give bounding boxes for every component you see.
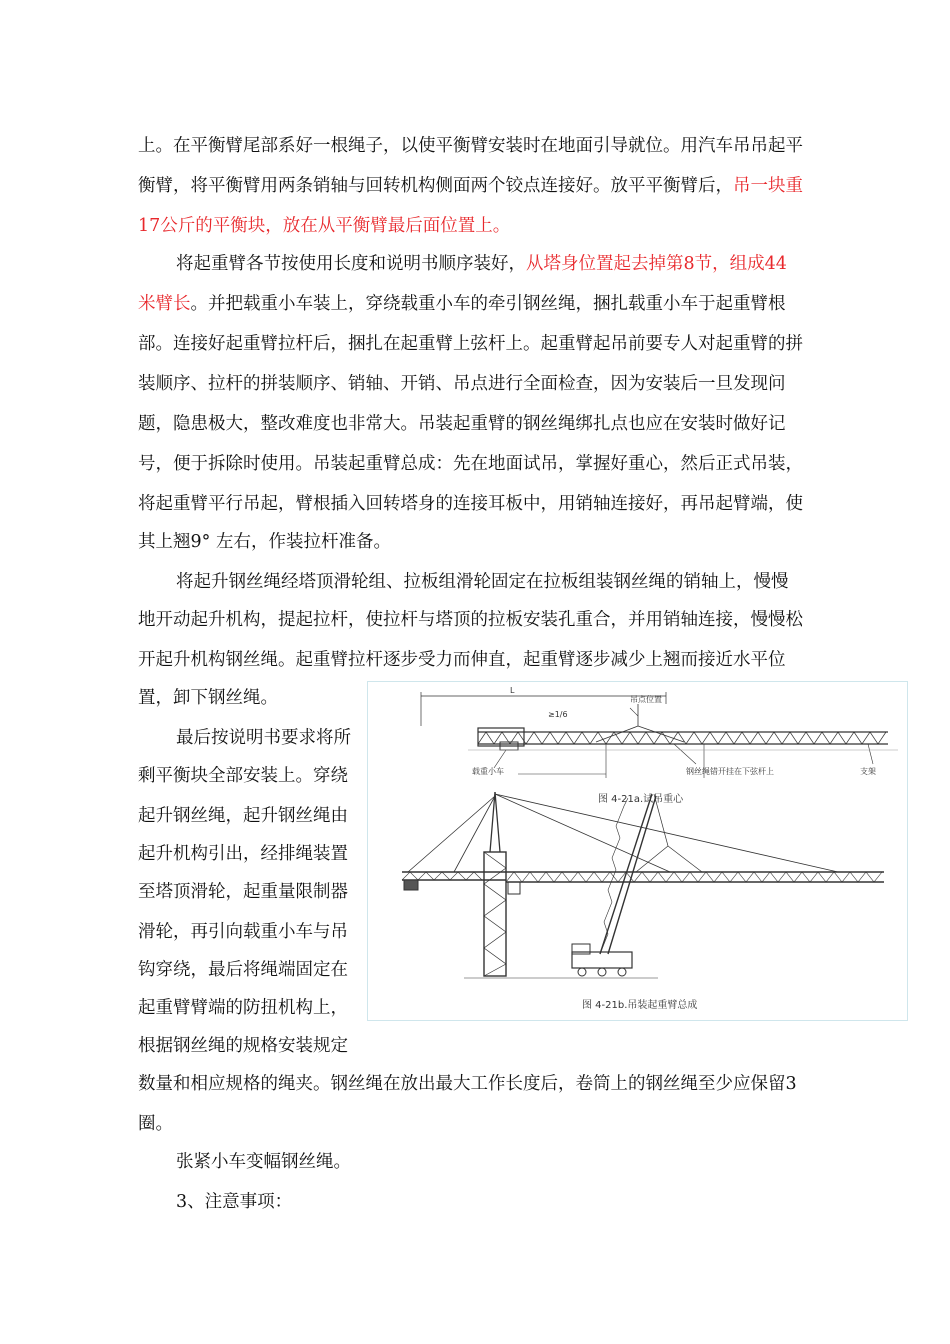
paragraph-4-line-4: 起升机构引出，经排绳装置 — [138, 844, 348, 864]
crane-diagram — [368, 682, 907, 1020]
caption-figure-b: 图 4-21b.吊装起重臂总成 — [582, 1000, 698, 1011]
paragraph-3-line-1: 将起升钢丝绳经塔顶滑轮组、拉板组滑轮固定在拉板组装钢丝绳的销轴上，慢慢 — [176, 572, 789, 592]
paragraph-1-line-3: 17公斤的平衡块，放在从平衡臂最后面位置上。 — [138, 216, 511, 236]
paragraph-2-line-5: 题，隐患极大，整改难度也非常大。吊装起重臂的钢丝绳绑扎点也应在安装时做好记 — [138, 414, 786, 434]
label-support: 支架 — [860, 767, 876, 776]
paragraph-4-line-10: 数量和相应规格的绳夹。钢丝绳在放出最大工作长度后，卷筒上的钢丝绳至少应保留3 — [138, 1074, 797, 1094]
paragraph-2-line-6: 号，便于拆除时使用。吊装起重臂总成：先在地面试吊，掌握好重心，然后正式吊装， — [138, 454, 803, 474]
label-dimension: ≥1/6 — [548, 710, 568, 719]
paragraph-2-line-2: 米臂长。并把载重小车装上，穿绕载重小车的牵引钢丝绳，捆扎载重小车于起重臂根 — [138, 294, 786, 314]
highlight-text: 从塔身位置起去掉第8节，组成44 — [526, 254, 787, 274]
paragraph-4-line-6: 滑轮，再引向载重小车与吊 — [138, 922, 348, 942]
figure-b-crane — [402, 792, 884, 978]
paragraph-3-line-4: 置，卸下钢丝绳。 — [138, 688, 278, 708]
caption-figure-a: 图 4-21a.试吊重心 — [598, 794, 684, 805]
paragraph-4-line-5: 至塔顶滑轮，起重量限制器 — [138, 882, 348, 902]
paragraph-1-line-2: 衡臂，将平衡臂用两条销轴与回转机构侧面两个铰点连接好。放平平衡臂后，吊一块重 — [138, 176, 803, 196]
paragraph-2-line-8: 其上翘9° 左右，作装拉杆准备。 — [138, 532, 391, 552]
label-trolley: 载重小车 — [472, 767, 504, 776]
highlight-text: 米臂长 — [138, 294, 191, 314]
paragraph-2-line-7: 将起重臂平行吊起，臂根插入回转塔身的连接耳板中，用销轴连接好，再吊起臂端，使 — [138, 494, 803, 514]
section-heading-notes: 3、注意事项： — [176, 1192, 293, 1212]
paragraph-5: 张紧小车变幅钢丝绳。 — [176, 1152, 351, 1172]
paragraph-4-line-3: 起升钢丝绳，起升钢丝绳由 — [138, 806, 348, 826]
paragraph-1-line-1: 上。在平衡臂尾部系好一根绳子，以使平衡臂安装时在地面引导就位。用汽车吊吊起平 — [138, 136, 803, 156]
paragraph-2-line-3: 部。连接好起重臂拉杆后，捆扎在起重臂上弦杆上。起重臂起吊前要专人对起重臂的拼 — [138, 334, 803, 354]
paragraph-4-line-8: 起重臂臂端的防扭机构上， — [138, 998, 348, 1018]
label-length: L — [510, 686, 515, 695]
highlight-text: 吊一块重 — [733, 176, 803, 196]
paragraph-4-line-9: 根据钢丝绳的规格安装规定 — [138, 1036, 348, 1056]
paragraph-4-line-1: 最后按说明书要求将所 — [176, 728, 351, 748]
paragraph-2-line-1: 将起重臂各节按使用长度和说明书顺序装好，从塔身位置起去掉第8节，组成44 — [176, 254, 787, 274]
paragraph-4-line-2: 剩平衡块全部安装上。穿绕 — [138, 766, 348, 786]
paragraph-3-line-2: 地开动起升机构，提起拉杆，使拉杆与塔顶的拉板安装孔重合，并用销轴连接，慢慢松 — [138, 610, 803, 630]
label-hoist-point: 吊点位置 — [630, 695, 662, 704]
paragraph-2-line-4: 装顺序、拉杆的拼装顺序、销轴、开销、吊点进行全面检查，因为安装后一旦发现问 — [138, 374, 786, 394]
paragraph-4-line-7: 钩穿绕，最后将绳端固定在 — [138, 960, 348, 980]
paragraph-4-line-11: 圈。 — [138, 1114, 173, 1134]
paragraph-3-line-3: 开起升机构钢丝绳。起重臂拉杆逐步受力而伸直，起重臂逐步减少上翘而接近水平位 — [138, 650, 786, 670]
crane-figure — [367, 681, 908, 1021]
label-rope: 钢丝绳错开挂在下弦杆上 — [686, 767, 774, 776]
